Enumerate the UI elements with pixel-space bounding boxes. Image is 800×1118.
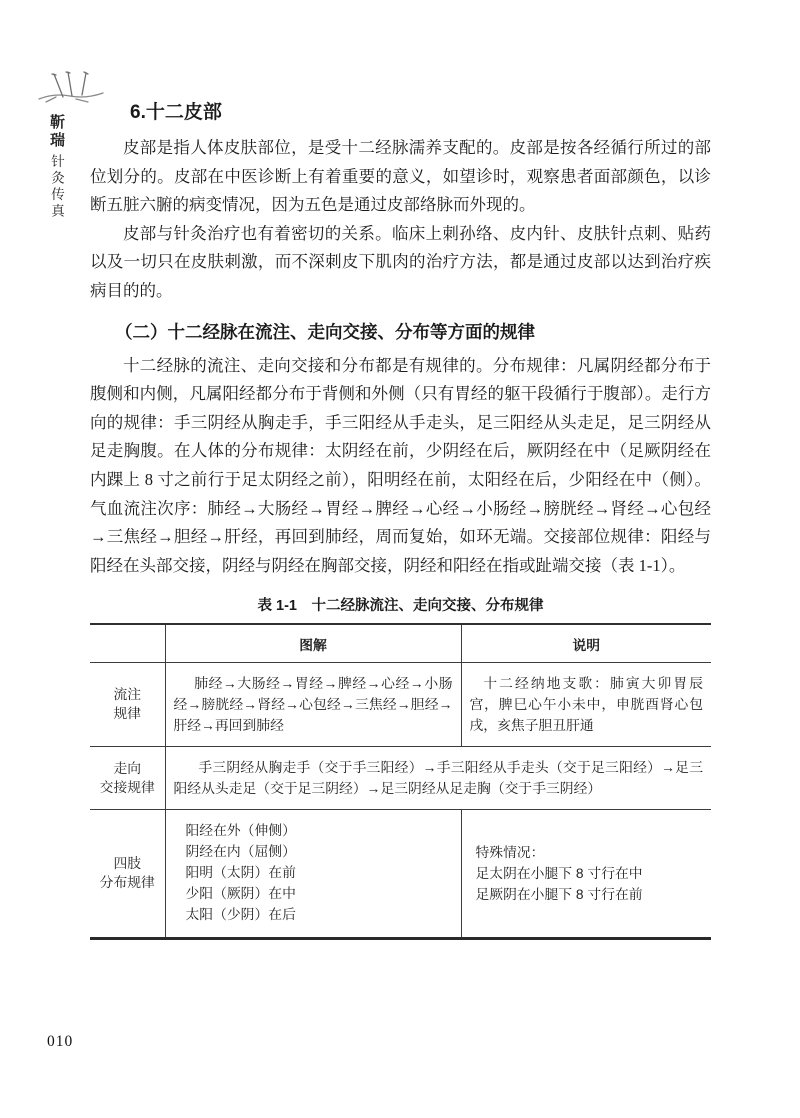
table-caption: 表 1-1 十二经脉流注、走向交接、分布规律 — [257, 598, 544, 615]
brand-author-name: 靳瑞 — [48, 114, 65, 150]
row-label-flow-rule: 流注 规律 — [90, 662, 165, 746]
row-label-direction-rule: 走向 交接规律 — [90, 746, 165, 809]
table-header-explanation: 说明 — [461, 624, 711, 662]
cell-direction-merged: 手三阴经从胸走手（交于手三阳经）→手三阳经从手走头（交于足三阳经）→足三阳经从头走足（交于足三阴经）→足三阴经从足走胸（交于手三阴经） — [165, 746, 711, 809]
table-header-row — [90, 624, 711, 662]
brand-series-name: 针灸传真 — [49, 154, 64, 220]
table-row-direction-rule — [90, 746, 711, 809]
cell-limb-explanation: 特殊情况： 足太阴在小腿下 8 寸行在中 足厥阴在小腿下 8 寸行在前 — [475, 844, 643, 902]
table-row-flow-rule — [90, 662, 711, 746]
paragraph-skin-areas-2: 皮部与针灸治疗也有着密切的关系。临床上刺孙络、皮内针、皮肤针点刺、贴药以及一切只在皮肤刺激，而不深刺皮下肌肉的治疗方法，都是通过皮部以达到治疗疾病目的的。 — [90, 223, 711, 300]
table-header-diagram: 图解 — [165, 624, 461, 662]
cell-flow-diagram: 肺经→大肠经→胃经→脾经→心经→小肠经→膀胱经→肾经→心包经→三焦经→胆经→肝经→再回到肺经 — [165, 662, 461, 746]
table-header-empty — [90, 624, 165, 662]
page-content — [90, 101, 711, 940]
heading-twelve-skin-areas: 6.十二皮部 — [130, 102, 222, 123]
heading-meridian-rules: （二）十二经脉在流注、走向交接、分布等方面的规律 — [115, 321, 535, 342]
cell-limb-diagram: 阳经在外（伸侧） 阴经在内（屈侧） 阳明（太阴）在前 少阳（厥阴）在中 太阳（少阴）在后 — [165, 809, 461, 938]
table-row-limb-distribution — [90, 809, 711, 938]
paragraph-meridian-rules: 十二经脉的流注、走向交接和分布都是有规律的。分布规律：凡属阴经都分布于腹侧和内侧，凡属阳经都分布于背侧和外侧（只有胃经的躯干段循行于腹部）。走行方向的规律：手三阴经从胸走手，手三阳经从手走头，足三阳经从头走足，足三阴经从足走胸腹。在人体的分布规律：太阴经在前，少阴经在后，厥阴经在中（足厥阴经在内踝上 8 寸之前行于足太阴经之前），阳明经在前，太阳经在后，少阳经在中（侧）。气血流注次序：肺经→大肠经→胃经→脾经→心经→小肠经→膀胱经→肾经→心包经→三焦经→胆经→肝经，再回到肺经，周而复始，如环无端。交接部位规律：阳经与阳经在头部交接，阴经与阴经在胸部交接，阴经和阳经在指或趾端交接（表 1-1）。 — [90, 355, 711, 575]
cell-flow-explanation: 十二经纳地支歌：肺寅大卯胃辰宫，脾巳心午小未中，申胱酉肾心包戌，亥焦子胆丑肝通 — [461, 662, 711, 746]
meridian-rules-table — [90, 623, 711, 940]
brand-vertical-text — [48, 114, 64, 334]
row-label-limb-distribution: 四肢 分布规律 — [90, 809, 165, 938]
page-number: 010 — [47, 1033, 74, 1050]
paragraph-skin-areas-1: 皮部是指人体皮肤部位，是受十二经脉濡养支配的。皮部是按各经循行所过的部位划分的。皮部在中医诊断上有着重要的意义，如望诊时，观察患者面部颜色，以诊断五脏六腑的病变情况，因为五色是通过皮部络脉而外现的。 — [90, 138, 711, 215]
